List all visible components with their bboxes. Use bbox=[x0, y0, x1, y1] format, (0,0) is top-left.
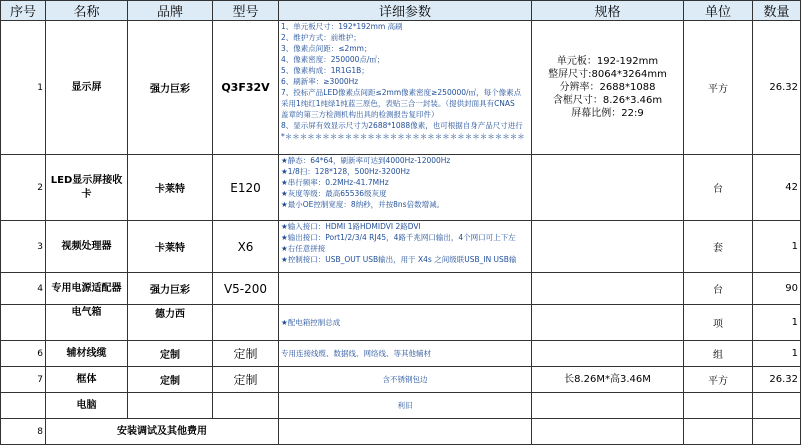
unit-cell[interactable]: 套 bbox=[684, 221, 753, 273]
item-name-cell[interactable]: 框体 bbox=[46, 367, 128, 393]
detail-cell[interactable] bbox=[279, 273, 532, 305]
model-cell[interactable]: Q3F32V bbox=[213, 21, 279, 155]
detail-line: *＊＊＊＊＊＊＊＊＊＊＊＊＊＊＊＊＊＊＊＊＊＊＊＊＊＊＊＊＊＊＊＊ bbox=[281, 132, 525, 141]
brand-text: 德力西 bbox=[155, 309, 185, 320]
row-number-cell[interactable] bbox=[1, 393, 46, 419]
detail-line: 专用连接线缆、数据线、网络线、等其他辅材 bbox=[281, 349, 431, 358]
header-cell[interactable]: 规格 bbox=[532, 1, 684, 21]
spec-line: 长8.26M*高3.46M bbox=[564, 374, 651, 385]
model-cell[interactable]: V5-200 bbox=[213, 273, 279, 305]
model-cell[interactable]: X6 bbox=[213, 221, 279, 273]
model-cell[interactable]: 定制 bbox=[213, 341, 279, 367]
brand-cell[interactable] bbox=[128, 393, 213, 419]
quantity-cell[interactable]: 26.32 bbox=[753, 367, 801, 393]
brand-cell[interactable]: 定制 bbox=[128, 341, 213, 367]
item-name-cell[interactable]: 显示屏 bbox=[46, 21, 128, 155]
brand-cell[interactable]: 强力巨彩 bbox=[128, 273, 213, 305]
row-number-cell[interactable] bbox=[1, 305, 46, 341]
table-row bbox=[1, 341, 801, 367]
detail-line: ★控制接口：USB_OUT USB输出，用于 X4s 之间级联USB_IN USB输 bbox=[281, 255, 517, 264]
header-cell[interactable]: 序号 bbox=[1, 1, 46, 21]
brand-cell[interactable]: 定制 bbox=[128, 367, 213, 393]
quantity-cell[interactable] bbox=[753, 393, 801, 419]
spec-line: 分辨率：2688*1088 bbox=[559, 82, 656, 93]
detail-line: ★静态：64*64，刷新率可达到4000Hz-12000Hz bbox=[281, 156, 451, 165]
item-name-cell[interactable] bbox=[46, 305, 128, 341]
table-row bbox=[1, 305, 801, 341]
model-cell[interactable] bbox=[213, 393, 279, 419]
quantity-cell[interactable]: 26.32 bbox=[753, 21, 801, 155]
row-number-cell[interactable]: 6 bbox=[1, 341, 46, 367]
detail-line: ★配电箱控制总成 bbox=[281, 318, 341, 327]
detail-cell[interactable] bbox=[279, 221, 532, 273]
spec-line: 含框尺寸：8.26*3.46m bbox=[552, 95, 663, 106]
unit-cell[interactable] bbox=[684, 419, 753, 445]
row-number-cell[interactable]: 3 bbox=[1, 221, 46, 273]
row-number-cell[interactable]: 4 bbox=[1, 273, 46, 305]
detail-cell[interactable] bbox=[279, 393, 532, 419]
quantity-cell[interactable]: 1 bbox=[753, 221, 801, 273]
header-cell[interactable]: 数量 bbox=[753, 1, 801, 21]
quantity-cell[interactable]: 1 bbox=[753, 305, 801, 341]
spec-cell[interactable] bbox=[532, 155, 684, 221]
detail-line: 2、维护方式：前维护； bbox=[281, 33, 361, 42]
header-cell[interactable]: 品牌 bbox=[128, 1, 213, 21]
brand-cell[interactable] bbox=[128, 305, 213, 341]
table-row bbox=[1, 273, 801, 305]
table-row bbox=[1, 21, 801, 155]
detail-line: 采用1纯红1纯绿1纯蓝三原色，表贴三合一封装。（提供封面具有CNAS bbox=[281, 99, 515, 108]
detail-line: ★输入接口：HDMI 1路HDMIDVI 2路DVI bbox=[281, 222, 421, 231]
unit-cell[interactable]: 组 bbox=[684, 341, 753, 367]
detail-line: 5、像素构成：1R1G1B； bbox=[281, 66, 369, 75]
detail-cell[interactable] bbox=[279, 21, 532, 155]
quantity-cell[interactable]: 90 bbox=[753, 273, 801, 305]
item-name-cell[interactable]: 视频处理器 bbox=[46, 221, 128, 273]
quantity-cell[interactable]: 42 bbox=[753, 155, 801, 221]
detail-line: 含不锈钢包边 bbox=[382, 375, 428, 384]
detail-cell[interactable] bbox=[279, 367, 532, 393]
spec-cell[interactable] bbox=[532, 341, 684, 367]
detail-line: 利旧 bbox=[397, 401, 413, 410]
spec-cell[interactable] bbox=[532, 273, 684, 305]
spec-cell[interactable] bbox=[532, 393, 684, 419]
detail-line: 4、像素密度：250000点/㎡； bbox=[281, 55, 385, 64]
header-cell[interactable]: 单位 bbox=[684, 1, 753, 21]
detail-cell[interactable] bbox=[279, 305, 532, 341]
quantity-cell[interactable]: 1 bbox=[753, 341, 801, 367]
quantity-cell[interactable] bbox=[753, 419, 801, 445]
detail-line: ★右任意拼接 bbox=[281, 244, 326, 253]
header-cell[interactable]: 名称 bbox=[46, 1, 128, 21]
detail-line: 6、刷新率：≥3000Hz bbox=[281, 77, 359, 86]
model-cell[interactable]: E120 bbox=[213, 155, 279, 221]
detail-line: 1、单元板尺寸：192*192mm 高刷 bbox=[281, 22, 403, 31]
detail-line: 7、投标产品LED像素点间距≤2mm像素密度≥250000/㎡，每个像素点 bbox=[281, 88, 522, 97]
detail-line: 8、显示屏有效显示尺寸为2688*1088像素，也可根据自身产品尺寸进行 bbox=[281, 121, 523, 130]
spec-cell[interactable] bbox=[532, 367, 684, 393]
spec-cell[interactable] bbox=[532, 21, 684, 155]
unit-cell[interactable] bbox=[684, 393, 753, 419]
header-cell[interactable]: 详细参数 bbox=[279, 1, 532, 21]
model-cell[interactable] bbox=[213, 305, 279, 341]
table-row bbox=[1, 221, 801, 273]
item-name-cell[interactable]: 电脑 bbox=[46, 393, 128, 419]
item-name-cell[interactable]: LED显示屏接收卡 bbox=[46, 155, 128, 221]
spec-cell[interactable] bbox=[532, 305, 684, 341]
detail-line: 盖章的第三方检测机构出具的检测报告复印件） bbox=[281, 110, 439, 119]
detail-cell[interactable] bbox=[279, 155, 532, 221]
detail-line: 3、像素点间距：≤2mm； bbox=[281, 44, 372, 53]
header-row bbox=[1, 1, 801, 21]
unit-cell[interactable]: 平方 bbox=[684, 21, 753, 155]
row-number-cell[interactable]: 1 bbox=[1, 21, 46, 155]
detail-cell[interactable] bbox=[279, 419, 532, 445]
spec-cell[interactable] bbox=[532, 221, 684, 273]
row-number-cell[interactable]: 8 bbox=[1, 419, 46, 445]
header-cell[interactable]: 型号 bbox=[213, 1, 279, 21]
unit-cell[interactable]: 台 bbox=[684, 273, 753, 305]
brand-cell[interactable]: 卡莱特 bbox=[128, 155, 213, 221]
item-name-cell[interactable]: 辅材线缆 bbox=[46, 341, 128, 367]
brand-cell[interactable]: 强力巨彩 bbox=[128, 21, 213, 155]
item-name-text: 电气箱 bbox=[71, 306, 102, 318]
item-name-cell[interactable]: 安装调试及其他费用 bbox=[46, 419, 279, 445]
table-row bbox=[1, 419, 801, 445]
spec-line: 屏幕比例：22:9 bbox=[571, 108, 644, 119]
spec-line: 单元板：192-192mm bbox=[556, 56, 659, 67]
item-name-cell[interactable]: 专用电源适配器 bbox=[46, 273, 128, 305]
table-row bbox=[1, 367, 801, 393]
spec-line: 整屏尺寸:8064*3264mm bbox=[548, 69, 667, 80]
brand-cell[interactable]: 卡莱特 bbox=[128, 221, 213, 273]
detail-line: ★串行频率：0.2MHz-41.7MHz bbox=[281, 178, 389, 187]
detail-cell[interactable] bbox=[279, 341, 532, 367]
row-number-cell[interactable]: 7 bbox=[1, 367, 46, 393]
unit-cell[interactable]: 台 bbox=[684, 155, 753, 221]
unit-cell[interactable]: 平方 bbox=[684, 367, 753, 393]
model-cell[interactable]: 定制 bbox=[213, 367, 279, 393]
unit-cell[interactable]: 项 bbox=[684, 305, 753, 341]
detail-line: ★1/8扫：128*128，500Hz-3200Hz bbox=[281, 167, 410, 176]
detail-line: ★灰度等级：最高65536级灰度 bbox=[281, 189, 387, 198]
table-row bbox=[1, 393, 801, 419]
detail-line: ★最小OE控制宽度：8纳秒，并按8ns倍数增减。 bbox=[281, 200, 445, 209]
detail-line: ★输出接口：Port1/2/3/4 RJ45，4路千兆网口输出，4个网口可上下左 bbox=[281, 233, 516, 242]
spec-cell[interactable] bbox=[532, 419, 684, 445]
table-row bbox=[1, 155, 801, 221]
row-number-cell[interactable]: 2 bbox=[1, 155, 46, 221]
